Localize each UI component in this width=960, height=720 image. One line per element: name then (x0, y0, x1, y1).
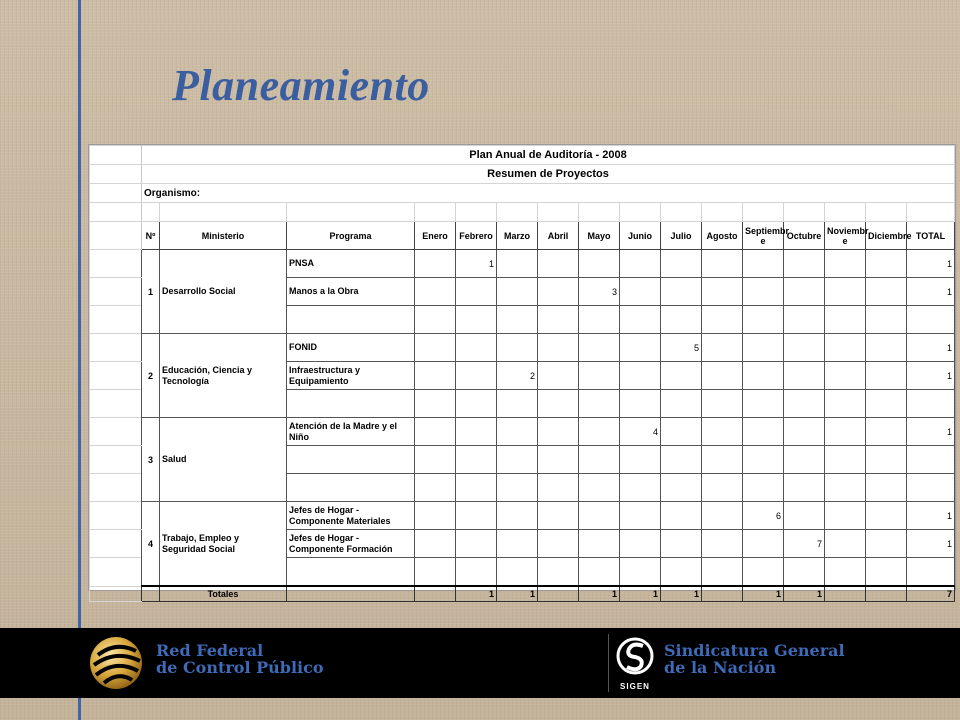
month-cell (538, 306, 579, 334)
month-cell (702, 250, 743, 278)
month-cell (620, 558, 661, 587)
month-cell (415, 362, 456, 390)
month-cell (620, 278, 661, 306)
month-cell (579, 446, 620, 474)
month-cell (456, 418, 497, 446)
month-cell (538, 530, 579, 558)
sindicatura-line1: Sindicatura General (664, 641, 845, 660)
month-cell (415, 390, 456, 418)
group-number: 1 (142, 250, 160, 334)
month-cell (538, 418, 579, 446)
programa-cell (287, 474, 415, 502)
month-cell (661, 474, 702, 502)
month-cell (620, 474, 661, 502)
month-cell (579, 362, 620, 390)
month-cell (620, 446, 661, 474)
empty-cell (661, 203, 702, 222)
month-total-cell (538, 586, 579, 602)
empty-cell (160, 203, 287, 222)
month-cell (702, 474, 743, 502)
left-accent-line (78, 0, 81, 720)
header-cell: Enero (415, 222, 456, 250)
month-cell (743, 390, 784, 418)
organismo-label: Organismo: (142, 184, 955, 203)
red-federal-text (156, 642, 324, 676)
month-cell (415, 530, 456, 558)
month-cell (456, 334, 497, 362)
month-cell (784, 418, 825, 446)
month-cell (743, 530, 784, 558)
empty-cell (287, 586, 415, 602)
month-cell (497, 530, 538, 558)
row-pad-cell (90, 586, 142, 602)
row-pad-cell (90, 530, 142, 558)
month-cell (620, 502, 661, 530)
month-cell (538, 446, 579, 474)
month-cell (866, 530, 907, 558)
empty-cell (287, 203, 415, 222)
month-cell (661, 250, 702, 278)
programa-cell (287, 558, 415, 587)
red-federal-logo-icon (86, 633, 148, 693)
empty-cell (142, 203, 160, 222)
empty-cell (497, 203, 538, 222)
month-cell (620, 530, 661, 558)
header-cell: Marzo (497, 222, 538, 250)
ministerio-cell: Educación, Ciencia y Tecnología (160, 334, 287, 418)
month-cell (579, 502, 620, 530)
month-cell (743, 278, 784, 306)
header-cell: Julio (661, 222, 702, 250)
month-cell (579, 250, 620, 278)
programa-cell: Atención de la Madre y el Niño (287, 418, 415, 446)
total-cell: 1 (907, 418, 955, 446)
month-cell (866, 306, 907, 334)
group-number: 2 (142, 334, 160, 418)
month-cell (866, 362, 907, 390)
month-total-cell (866, 586, 907, 602)
month-cell (415, 474, 456, 502)
programa-cell: Manos a la Obra (287, 278, 415, 306)
group-number: 3 (142, 418, 160, 502)
programa-cell: Jefes de Hogar - Componente Materiales (287, 502, 415, 530)
total-cell: 1 (907, 334, 955, 362)
row-pad-cell (90, 474, 142, 502)
month-total-cell (702, 586, 743, 602)
row-pad-cell (90, 558, 142, 587)
empty-cell (825, 203, 866, 222)
month-cell (661, 502, 702, 530)
month-cell (702, 530, 743, 558)
month-cell (415, 306, 456, 334)
month-cell (620, 362, 661, 390)
month-cell (784, 306, 825, 334)
row-pad-cell (90, 278, 142, 306)
header-cell: Febrero (456, 222, 497, 250)
header-cell: Septiembr e (743, 222, 784, 250)
empty-cell (415, 203, 456, 222)
month-cell (661, 530, 702, 558)
month-cell (538, 250, 579, 278)
month-cell (415, 446, 456, 474)
month-cell (661, 362, 702, 390)
total-cell (907, 558, 955, 587)
month-cell (825, 362, 866, 390)
month-cell (415, 558, 456, 587)
row-pad-cell (90, 184, 142, 203)
month-cell (415, 278, 456, 306)
empty-cell (907, 203, 955, 222)
month-cell (702, 390, 743, 418)
month-cell (702, 306, 743, 334)
row-pad-cell (90, 250, 142, 278)
month-cell (866, 418, 907, 446)
month-cell (579, 530, 620, 558)
month-cell (866, 334, 907, 362)
month-cell (538, 558, 579, 587)
month-cell (784, 502, 825, 530)
month-cell (866, 250, 907, 278)
month-cell (825, 334, 866, 362)
month-cell (784, 334, 825, 362)
blank-row (90, 203, 955, 222)
month-cell (579, 334, 620, 362)
month-cell (702, 418, 743, 446)
month-cell (415, 502, 456, 530)
spreadsheet (88, 144, 956, 599)
month-cell (743, 474, 784, 502)
row-pad-cell (90, 390, 142, 418)
total-cell (907, 306, 955, 334)
month-cell (497, 502, 538, 530)
month-cell (497, 390, 538, 418)
month-cell (620, 250, 661, 278)
month-cell (415, 418, 456, 446)
audit-plan-table (89, 145, 955, 602)
total-cell: 1 (907, 502, 955, 530)
total-cell: 1 (907, 278, 955, 306)
month-cell (620, 390, 661, 418)
month-cell (702, 446, 743, 474)
programa-cell (287, 446, 415, 474)
total-cell (907, 446, 955, 474)
month-cell (579, 474, 620, 502)
month-cell (825, 390, 866, 418)
month-cell (866, 278, 907, 306)
month-cell (497, 446, 538, 474)
month-cell (456, 306, 497, 334)
month-cell (620, 306, 661, 334)
table-row (90, 250, 955, 278)
header-cell: Diciembre (866, 222, 907, 250)
month-total-cell (825, 586, 866, 602)
month-cell (538, 502, 579, 530)
month-cell (784, 390, 825, 418)
month-cell (866, 558, 907, 587)
month-cell (702, 502, 743, 530)
month-cell (743, 362, 784, 390)
month-cell (702, 558, 743, 587)
sigen-logo-icon (613, 632, 657, 694)
month-cell (538, 474, 579, 502)
month-cell: 2 (497, 362, 538, 390)
month-cell (620, 334, 661, 362)
month-cell (784, 362, 825, 390)
month-cell (456, 362, 497, 390)
month-cell (784, 278, 825, 306)
empty-cell (142, 586, 160, 602)
month-cell (415, 334, 456, 362)
month-cell (661, 390, 702, 418)
month-cell (825, 502, 866, 530)
month-total-cell: 1 (456, 586, 497, 602)
month-cell (456, 390, 497, 418)
organismo-row (90, 184, 955, 203)
header-cell: TOTAL (907, 222, 955, 250)
month-cell (825, 418, 866, 446)
programa-cell: Infraestructura y Equipamiento (287, 362, 415, 390)
empty-cell (620, 203, 661, 222)
month-cell (456, 558, 497, 587)
month-cell (784, 446, 825, 474)
header-cell: Programa (287, 222, 415, 250)
row-pad-cell (90, 418, 142, 446)
header-cell: Mayo (579, 222, 620, 250)
header-cell: Agosto (702, 222, 743, 250)
ministerio-cell: Desarrollo Social (160, 250, 287, 334)
month-cell (579, 306, 620, 334)
row-pad-cell (90, 334, 142, 362)
row-pad-cell (90, 502, 142, 530)
month-cell (825, 558, 866, 587)
month-cell: 5 (661, 334, 702, 362)
table-subtitle: Resumen de Proyectos (142, 165, 955, 184)
row-pad-cell (90, 165, 142, 184)
month-cell (538, 390, 579, 418)
ministerio-cell: Salud (160, 418, 287, 502)
month-cell (579, 390, 620, 418)
month-total-cell: 1 (743, 586, 784, 602)
month-cell (825, 530, 866, 558)
month-cell (456, 474, 497, 502)
month-total-cell: 1 (497, 586, 538, 602)
empty-cell (538, 203, 579, 222)
sindicatura-line2: de la Nación (664, 658, 777, 677)
month-cell (456, 446, 497, 474)
month-cell (661, 418, 702, 446)
month-cell: 3 (579, 278, 620, 306)
red-federal-line2: de Control Público (156, 658, 324, 677)
empty-cell (866, 203, 907, 222)
month-cell (743, 558, 784, 587)
header-cell: Nº (142, 222, 160, 250)
row-pad-cell (90, 146, 142, 165)
month-cell: 1 (456, 250, 497, 278)
red-federal-line1: Red Federal (156, 641, 264, 660)
totals-row (90, 586, 955, 602)
month-cell: 6 (743, 502, 784, 530)
slide-title: Planeamiento (172, 61, 430, 110)
ministerio-cell: Trabajo, Empleo y Seguridad Social (160, 502, 287, 587)
month-total-cell: 1 (620, 586, 661, 602)
month-cell (866, 390, 907, 418)
table-header-row (90, 222, 955, 250)
programa-cell: FONID (287, 334, 415, 362)
month-cell (497, 306, 538, 334)
row-pad-cell (90, 222, 142, 250)
table-subtitle-row (90, 165, 955, 184)
month-cell (661, 558, 702, 587)
grand-total-cell: 7 (907, 586, 955, 602)
month-cell (825, 306, 866, 334)
empty-cell (702, 203, 743, 222)
table-row (90, 334, 955, 362)
programa-cell: Jefes de Hogar - Componente Formación (287, 530, 415, 558)
table-title: Plan Anual de Auditoría - 2008 (142, 146, 955, 165)
month-cell (538, 278, 579, 306)
table-title-row (90, 146, 955, 165)
header-cell: Octubre (784, 222, 825, 250)
total-cell: 1 (907, 362, 955, 390)
footer-bar (0, 628, 960, 698)
month-cell (784, 558, 825, 587)
month-cell (456, 502, 497, 530)
month-cell (743, 306, 784, 334)
month-cell (825, 446, 866, 474)
row-pad-cell (90, 446, 142, 474)
month-cell: 4 (620, 418, 661, 446)
header-cell: Abril (538, 222, 579, 250)
month-cell (456, 278, 497, 306)
empty-cell (784, 203, 825, 222)
month-cell (497, 558, 538, 587)
month-total-cell: 1 (579, 586, 620, 602)
month-cell (538, 334, 579, 362)
sindicatura-text (664, 642, 845, 676)
month-cell (866, 446, 907, 474)
header-cell: Junio (620, 222, 661, 250)
month-cell (743, 446, 784, 474)
total-cell: 1 (907, 530, 955, 558)
header-cell: Noviembr e (825, 222, 866, 250)
month-cell (415, 250, 456, 278)
sigen-logo-text: SIGEN (620, 682, 650, 691)
month-cell (825, 250, 866, 278)
month-total-cell: 1 (784, 586, 825, 602)
month-cell (579, 558, 620, 587)
month-cell (497, 474, 538, 502)
month-cell (497, 418, 538, 446)
table-row (90, 502, 955, 530)
programa-cell (287, 306, 415, 334)
empty-cell (579, 203, 620, 222)
row-pad-cell (90, 362, 142, 390)
empty-cell (743, 203, 784, 222)
month-cell (743, 418, 784, 446)
table-row (90, 418, 955, 446)
month-total-cell: 1 (661, 586, 702, 602)
row-pad-cell (90, 306, 142, 334)
month-cell (702, 362, 743, 390)
footer-divider (608, 634, 609, 692)
month-cell (497, 278, 538, 306)
group-number: 4 (142, 502, 160, 587)
month-cell (579, 418, 620, 446)
month-cell (743, 334, 784, 362)
programa-cell (287, 390, 415, 418)
month-cell (702, 334, 743, 362)
month-cell (784, 250, 825, 278)
month-cell (497, 250, 538, 278)
month-cell (661, 278, 702, 306)
programa-cell: PNSA (287, 250, 415, 278)
month-cell (825, 278, 866, 306)
month-cell (825, 474, 866, 502)
total-cell (907, 390, 955, 418)
month-total-cell (415, 586, 456, 602)
month-cell (743, 250, 784, 278)
month-cell (456, 530, 497, 558)
totals-label: Totales (160, 586, 287, 602)
month-cell: 7 (784, 530, 825, 558)
total-cell (907, 474, 955, 502)
month-cell (661, 306, 702, 334)
month-cell (784, 474, 825, 502)
month-cell (661, 446, 702, 474)
header-cell: Ministerio (160, 222, 287, 250)
total-cell: 1 (907, 250, 955, 278)
month-cell (866, 502, 907, 530)
month-cell (538, 362, 579, 390)
month-cell (702, 278, 743, 306)
empty-cell (456, 203, 497, 222)
month-cell (866, 474, 907, 502)
month-cell (497, 334, 538, 362)
row-pad-cell (90, 203, 142, 222)
